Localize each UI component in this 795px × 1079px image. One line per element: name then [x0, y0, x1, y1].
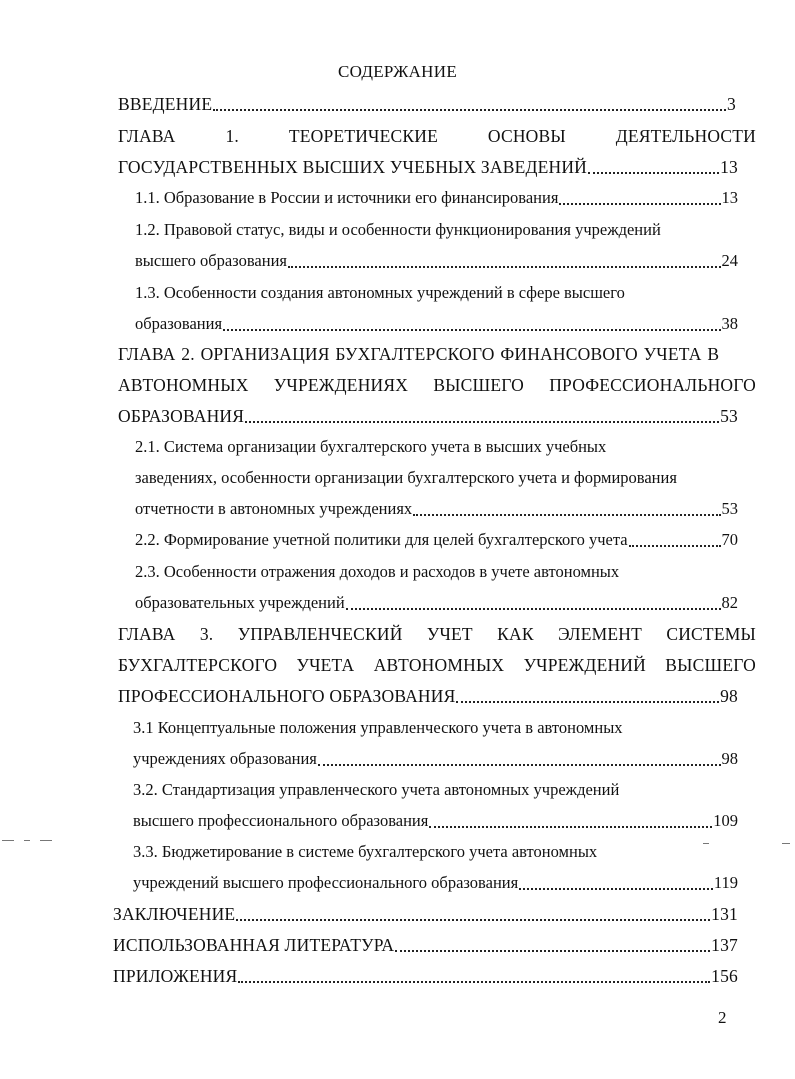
dot-leader — [456, 701, 719, 703]
dot-leader — [519, 888, 713, 890]
toc-entry-label: образовательных учреждений — [135, 593, 345, 612]
toc-page-number: 24 — [721, 251, 738, 270]
toc-entry-3-2-line2[interactable] — [133, 809, 738, 833]
toc-entry-label: 2.2. Формирование учетной политики для целей бухгалтерского учета — [135, 530, 628, 549]
word: АВТОНОМНЫХ — [118, 375, 249, 395]
toc-entry-label: ОБРАЗОВАНИЯ — [118, 406, 245, 426]
word: 1. — [225, 126, 239, 146]
dot-leader — [213, 109, 726, 111]
toc-entry-1-3-line2[interactable] — [135, 312, 738, 336]
toc-entry-label: отчетности в автономных учреждениях — [135, 499, 413, 518]
dot-leader — [238, 981, 710, 983]
dot-leader — [245, 421, 719, 423]
toc-chapter3-line1[interactable] — [118, 622, 756, 646]
word: СИСТЕМЫ — [666, 624, 756, 644]
toc-entry-3-2-line1[interactable]: 3.2. Стандартизация управленческого учета автономных учреждений — [133, 780, 620, 799]
word: ГЛАВА — [118, 624, 176, 644]
toc-page-number: 70 — [721, 530, 738, 549]
toc-entry-conclusion[interactable] — [113, 902, 738, 926]
dot-leader — [288, 266, 721, 268]
word: УЧРЕЖДЕНИЙ — [523, 655, 646, 675]
toc-chapter1-line2[interactable] — [118, 155, 738, 179]
toc-entry-1-2-line1[interactable]: 1.2. Правовой статус, виды и особенности функционирования учреждений — [135, 220, 661, 239]
word: ОСНОВЫ — [487, 126, 566, 146]
toc-page-number: 98 — [721, 749, 738, 768]
dot-leader — [429, 826, 712, 828]
word: УЧРЕЖДЕНИЯХ — [273, 375, 409, 395]
word: ВЫСШЕГО — [433, 375, 524, 395]
toc-page-number: 38 — [721, 314, 738, 333]
word: УЧЕТ — [426, 624, 473, 644]
toc-page-number: 3 — [727, 94, 736, 114]
word: ПРОФЕССИОНАЛЬНОГО — [549, 375, 756, 395]
toc-page-number: 137 — [711, 935, 738, 955]
toc-entry-label: учреждений высшего профессионального образования — [133, 873, 519, 892]
toc-entry-label: ЗАКЛЮЧЕНИЕ — [113, 904, 236, 924]
toc-page-number: 156 — [711, 966, 738, 986]
toc-entry-2-3-line2[interactable] — [135, 591, 738, 615]
dot-leader — [588, 172, 719, 174]
dot-leader — [318, 764, 721, 766]
page-number: 2 — [718, 1008, 727, 1027]
word: ЭЛЕМЕНТ — [558, 624, 643, 644]
toc-entry-appendix[interactable] — [113, 964, 738, 988]
toc-page-number: 119 — [713, 873, 738, 892]
toc-page-number: 53 — [721, 499, 738, 518]
toc-chapter2-line1[interactable]: ГЛАВА 2. ОРГАНИЗАЦИЯ БУХГАЛТЕРСКОГО ФИНАНСОВОГО УЧЕТА В — [118, 344, 720, 364]
toc-chapter2-line3[interactable] — [118, 404, 738, 428]
toc-entry-label: ПРИЛОЖЕНИЯ — [113, 966, 238, 986]
toc-entry-1-2-line2[interactable] — [135, 249, 738, 273]
toc-entry-2-1-line3[interactable] — [135, 497, 738, 521]
dot-leader — [629, 545, 721, 547]
dot-leader — [346, 608, 721, 610]
toc-page-number: 131 — [711, 904, 738, 924]
toc-page-number: 98 — [720, 686, 738, 706]
toc-entry-1-1[interactable] — [135, 186, 738, 210]
toc-entry-1-3-line1[interactable]: 1.3. Особенности создания автономных учреждений в сфере высшего — [135, 283, 625, 302]
toc-title: СОДЕРЖАНИЕ — [337, 62, 458, 81]
toc-entry-2-1-line2[interactable]: заведениях, особенности организации бухгалтерского учета и формирования — [135, 468, 677, 487]
word: ВЫСШЕГО — [665, 655, 756, 675]
word: ГЛАВА — [118, 126, 176, 146]
toc-page-number: 109 — [713, 811, 738, 830]
toc-entry-3-1-line1[interactable]: 3.1 Концептуальные положения управленческого учета в автономных — [133, 718, 623, 737]
toc-entry-label: образования — [135, 314, 223, 333]
toc-entry-label: учреждениях образования — [133, 749, 317, 768]
scan-mark — [2, 840, 14, 841]
toc-entry-label: ПРОФЕССИОНАЛЬНОГО ОБРАЗОВАНИЯ — [118, 686, 456, 706]
toc-entry-label: ВВЕДЕНИЕ — [118, 94, 213, 114]
word: КАК — [497, 624, 534, 644]
toc-entry-intro[interactable] — [118, 92, 736, 116]
toc-entry-3-3-line1[interactable]: 3.3. Бюджетирование в системе бухгалтерского учета автономных — [133, 842, 598, 861]
word: УПРАВЛЕНЧЕСКИЙ — [237, 624, 403, 644]
word: ТЕОРЕТИЧЕСКИЕ — [288, 126, 438, 146]
word: БУХГАЛТЕРСКОГО — [118, 655, 278, 675]
toc-entry-2-3-line1[interactable]: 2.3. Особенности отражения доходов и расходов в учете автономных — [135, 562, 620, 581]
word: АВТОНОМНЫХ — [373, 655, 505, 675]
toc-page-number: 13 — [721, 188, 738, 207]
dot-leader — [413, 514, 720, 516]
toc-chapter3-line3[interactable] — [118, 684, 738, 708]
toc-page-number: 82 — [721, 593, 738, 612]
dot-leader — [559, 203, 720, 205]
toc-entry-label: 1.1. Образование в России и источники его финансирования — [135, 188, 559, 207]
word: 3. — [199, 624, 214, 644]
toc-entry-label: ГОСУДАРСТВЕННЫХ ВЫСШИХ УЧЕБНЫХ ЗАВЕДЕНИЙ — [118, 157, 588, 177]
toc-entry-3-3-line2[interactable] — [133, 871, 738, 895]
toc-entry-label: высшего образования — [135, 251, 287, 270]
dot-leader — [395, 950, 710, 952]
toc-chapter1-line1[interactable] — [118, 124, 756, 148]
toc-entry-label: ИСПОЛЬЗОВАННАЯ ЛИТЕРАТУРА — [113, 935, 395, 955]
scan-mark — [703, 843, 709, 844]
toc-entry-3-1-line2[interactable] — [133, 747, 738, 771]
dot-leader — [236, 919, 710, 921]
dot-leader — [223, 329, 720, 331]
toc-chapter3-line2[interactable] — [118, 653, 756, 677]
toc-entry-literature[interactable] — [113, 933, 738, 957]
word: УЧЕТА — [296, 655, 355, 675]
toc-entry-label: высшего профессионального образования — [133, 811, 429, 830]
toc-entry-2-1-line1[interactable]: 2.1. Система организации бухгалтерского учета в высших учебных — [135, 437, 607, 456]
scan-mark — [782, 843, 790, 844]
toc-entry-2-2[interactable] — [135, 528, 738, 552]
scan-mark — [24, 840, 30, 841]
toc-chapter2-line2[interactable] — [118, 373, 756, 397]
scan-mark — [40, 840, 52, 841]
toc-page-number: 53 — [720, 406, 738, 426]
toc-page-number: 13 — [720, 157, 738, 177]
word: ДЕЯТЕЛЬНОСТИ — [615, 126, 756, 146]
